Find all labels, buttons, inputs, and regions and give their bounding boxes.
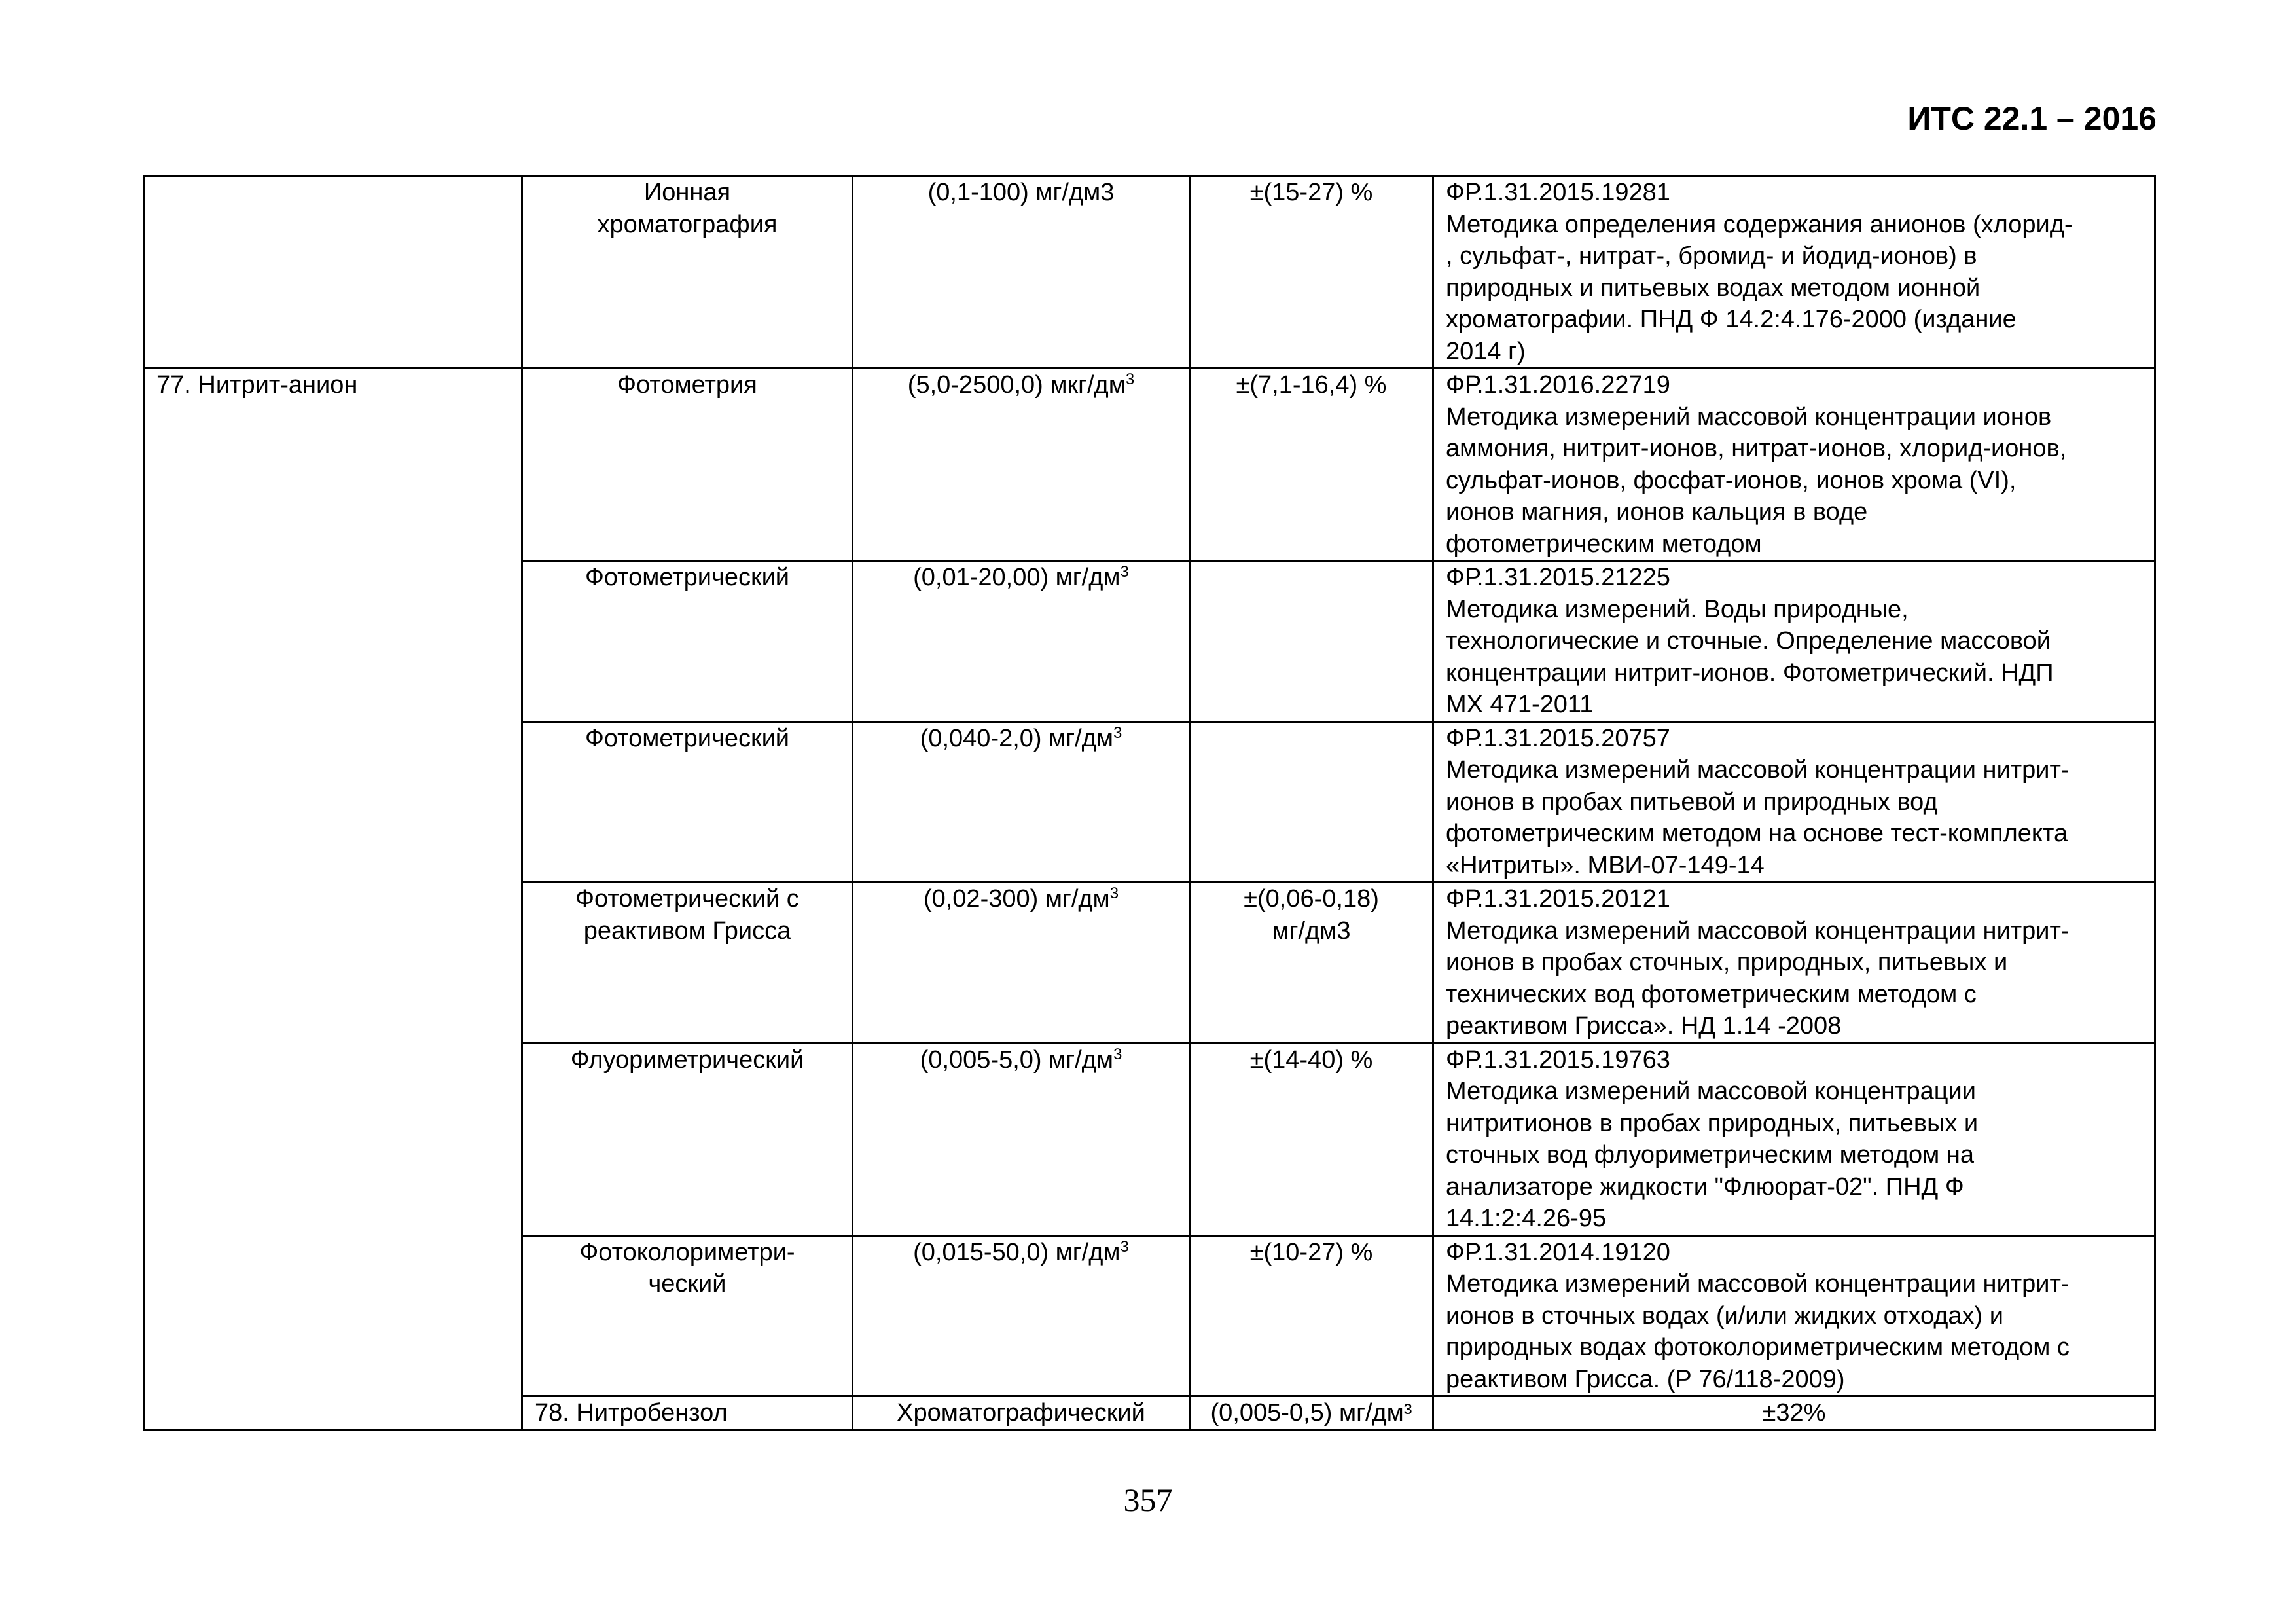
method-cell: Фотометрический с реактивом Грисса — [522, 883, 853, 1044]
error-cell: ±(10-27) % — [1190, 1235, 1433, 1396]
range-cell: (0,015-50,0) $мг/дм^3$ — [853, 1235, 1190, 1396]
range-cell: (0,040-2,0) $мг/дм^3$ — [853, 721, 1190, 883]
method-cell: Ионная хроматография — [522, 176, 853, 369]
range-cell: (0,005-5,0) $мг/дм^3$ — [853, 1043, 1190, 1235]
error-cell: ±(0,06-0,18) мг/дм3 — [1190, 883, 1433, 1044]
error-cell: ±(15-27) % — [1190, 176, 1433, 369]
table-row — [144, 176, 2155, 369]
method-cell: Фотометрический — [522, 561, 853, 722]
substance-cell — [144, 176, 522, 369]
document-cell: ФР.1.31.2015.19763 Методика измерений массовой концентрации нитритионов в пробах природных, питьевых и сточных вод флуориметрическим методом на анализаторе жидкости "Флюорат-02". ПНД Ф 14.1:2:4.26-95 — [1433, 1043, 2155, 1235]
error-cell — [1190, 721, 1433, 883]
error-cell — [1190, 561, 1433, 722]
table-row — [144, 369, 2155, 561]
method-cell: Хроматографический — [853, 1396, 1190, 1431]
range-cell: (0,005-0,5) мг/дм³ — [1190, 1396, 1433, 1431]
document-code: ИТС 22.1 – 2016 — [1907, 100, 2157, 137]
method-cell: Фотоколориметри- ческий — [522, 1235, 853, 1396]
error-cell: ±32% — [1433, 1396, 2155, 1431]
range-cell: (5,0-2500,0) мкг/$дм^3$ — [853, 369, 1190, 561]
substance-cell: 78. Нитробензол — [522, 1396, 853, 1431]
document-cell: ФР.1.31.2015.19281 Методика определения содержания анионов (хлорид- , сульфат-, нитрат-, бромид- и йодид-ионов) в природных и питьевых водах методом ионной хроматографии. ПНД Ф 14.2:4.176-2000 (издание 2014 г) — [1433, 176, 2155, 369]
method-cell: Фотометрия — [522, 369, 853, 561]
error-cell: ±(7,1-16,4) % — [1190, 369, 1433, 561]
methods-table — [143, 175, 2156, 1431]
error-cell: ±(14-40) % — [1190, 1043, 1433, 1235]
range-cell: (0,01-20,00) $мг/дм^3$ — [853, 561, 1190, 722]
method-cell: Флуориметрический — [522, 1043, 853, 1235]
document-cell: ФР.1.31.2015.21225 Методика измерений. Воды природные, технологические и сточные. Определение массовой концентрации нитрит-ионов. Фотометрический. НДП МХ 471-2011 — [1433, 561, 2155, 722]
substance-cell: 77. Нитрит-анион — [144, 369, 522, 1431]
page-number: 357 — [1123, 1482, 1173, 1518]
document-cell: ФР.1.31.2015.20121 Методика измерений массовой концентрации нитрит- ионов в пробах сточных, природных, питьевых и технических вод фотометрическим методом с реактивом Грисса». НД 1.14 -2008 — [1433, 883, 2155, 1044]
document-cell: ФР.1.31.2015.20757 Методика измерений массовой концентрации нитрит- ионов в пробах питьевой и природных вод фотометрическим методом на основе тест-комплекта «Нитриты». МВИ-07-149-14 — [1433, 721, 2155, 883]
range-cell: (0,02-300) $мг/дм^3$ — [853, 883, 1190, 1044]
document-cell: ФР.1.31.2014.19120 Методика измерений массовой концентрации нитрит- ионов в сточных водах (и/или жидких отходах) и природных водах фотоколориметрическим методом с реактивом Грисса. (Р 76/118-2009) — [1433, 1235, 2155, 1396]
document-cell: ФР.1.31.2016.22719 Методика измерений массовой концентрации ионов аммония, нитрит-ионов, нитрат-ионов, хлорид-ионов, сульфат-ионов, фосфат-ионов, ионов хрома (VI), ионов магния, ионов кальция в воде фотометрическим методом — [1433, 369, 2155, 561]
range-cell: (0,1-100) мг/дм3 — [853, 176, 1190, 369]
method-cell: Фотометрический — [522, 721, 853, 883]
